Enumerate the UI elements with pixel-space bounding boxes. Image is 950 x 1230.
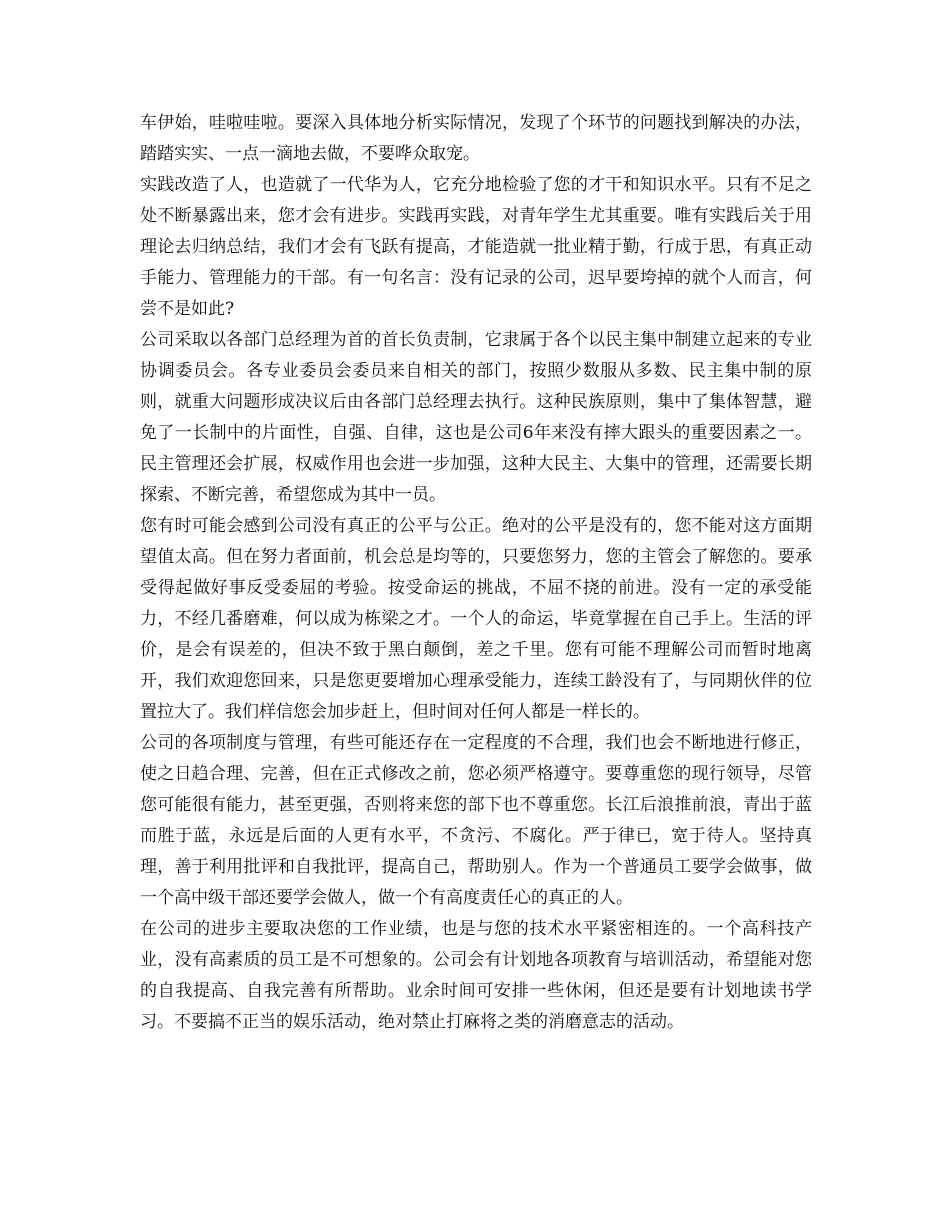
paragraph-2: 实践改造了人，也造就了一代华为人，它充分地检验了您的才干和知识水平。只有不足之处不断暴露出来，您才会有进步。实践再实践，对青年学生尤其重要。唯有实践后关于用理论去归纳总结，我们才会有飞跃有提高，才能造就一批业精于勤，行成于思，有真正动手能力、管理能力的干部。有一句名言：没有记录的公司，迟早要垮掉的就个人而言，何尝不是如此?: [140, 175, 812, 319]
paragraph-6: 在公司的进步主要取决您的工作业绩，也是与您的技术水平紧密相连的。一个高科技产业，没有高素质的员工是不可想象的。公司会有计划地各项教育与培训活动，希望能对您的自我提高、自我完善有所帮助。业余时间可安排一些休闲，但还是要有计划地读书学习。不要搞不正当的娱乐活动，绝对禁止打麻将之类的消磨意志的活动。: [140, 919, 812, 1032]
paragraph-4: 您有时可能会感到公司没有真正的公平与公正。绝对的公平是没有的，您不能对这方面期望值太高。但在努力者面前，机会总是均等的，只要您努力，您的主管会了解您的。要承受得起做好事反受委屈的考验。按受命运的挑战，不屈不挠的前进。没有一定的承受能力，不经几番磨难，何以成为栋梁之才。一个人的命运，毕竟掌握在自己手上。生活的评价，是会有误差的，但决不致于黑白颠倒，差之千里。您有可能不理解公司而暂时地离开，我们欢迎您回来，只是您更要增加心理承受能力，连续工龄没有了，与同期伙伴的位置拉大了。我们样信您会加步赶上，但时间对任何人都是一样长的。: [140, 516, 812, 722]
paragraph-1: 车伊始，哇啦哇啦。要深入具体地分析实际情况，发现了个环节的问题找到解决的办法，踏踏实实、一点一滴地去做，不要哗众取宠。: [140, 113, 812, 164]
document-page: [140, 108, 812, 1038]
paragraph-3: 公司采取以各部门总经理为首的首长负责制，它隶属于各个以民主集中制建立起来的专业协调委员会。各专业委员会委员来自相关的部门，按照少数服从多数、民主集中制的原则，就重大问题形成决议后由各部门总经理去执行。这种民族原则，集中了集体智慧，避免了一长制中的片面性，自强、自律，这也是公司6年来没有摔大跟头的重要因素之一。民主管理还会扩展，权威作用也会进一步加强，这种大民主、大集中的管理，还需要长期探索、不断完善，希望您成为其中一员。: [140, 330, 812, 505]
paragraph-5: 公司的各项制度与管理，有些可能还存在一定程度的不合理，我们也会不断地进行修正，使之日趋合理、完善，但在正式修改之前，您必须严格遵守。要尊重您的现行领导，尽管您可能很有能力，甚至更强，否则将来您的部下也不尊重您。长江后浪推前浪，青出于蓝而胜于蓝，永远是后面的人更有水平，不贪污、不腐化。严于律已，宽于待人。坚持真理，善于利用批评和自我批评，提高自己，帮助别人。作为一个普通员工要学会做事，做一个高中级干部还要学会做人，做一个有高度责任心的真正的人。: [140, 733, 812, 908]
